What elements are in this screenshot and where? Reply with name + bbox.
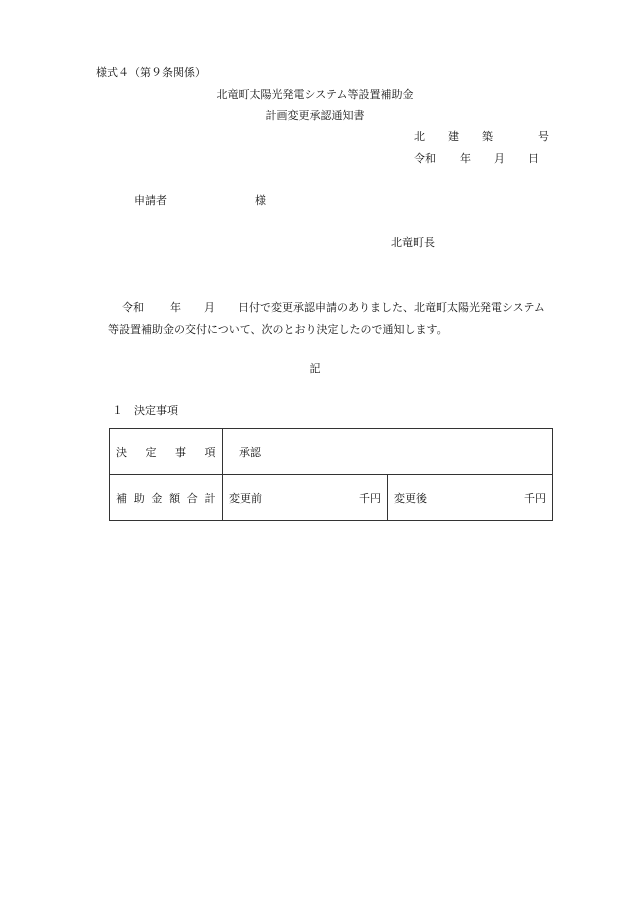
document-title-line2: 計画変更承認通知書 <box>265 109 365 122</box>
notice-body-line1 <box>108 297 578 319</box>
doc-date-year: 年 <box>460 152 471 165</box>
document-number <box>414 130 549 144</box>
body-year: 年 <box>170 301 181 314</box>
doc-date-month: 月 <box>494 152 505 165</box>
ki-heading: 記 <box>309 362 321 375</box>
doc-date-day: 日 <box>528 152 539 165</box>
decision-table <box>109 428 553 521</box>
table-row <box>110 475 553 521</box>
doc-number-part: 号 <box>538 130 549 143</box>
notice-body <box>108 297 578 341</box>
doc-date-era: 令和 <box>414 152 436 165</box>
doc-number-part: 建 <box>448 130 459 143</box>
decision-label: 決 定 事 項 <box>110 429 223 475</box>
issuer: 北竜町長 <box>391 236 435 249</box>
subsidy-total-label: 補 助 金 額 合 計 <box>110 475 223 521</box>
notice-body-line2: 等設置補助金の交付について、次のとおり決定したので通知します。 <box>108 323 448 336</box>
doc-number-part: 北 <box>414 130 425 143</box>
section-heading: １ 決定事項 <box>112 404 178 417</box>
doc-number-part: 築 <box>482 130 493 143</box>
honorific: 様 <box>255 194 266 207</box>
decision-value: 承認 <box>223 429 553 475</box>
amount-after-label: 変更後 <box>394 491 427 505</box>
document-date <box>414 152 539 166</box>
amount-after-unit: 千円 <box>524 491 546 505</box>
addressee <box>134 194 266 208</box>
amount-before-label: 変更前 <box>229 491 262 505</box>
amount-after-cell <box>388 475 553 521</box>
amount-before-unit: 千円 <box>359 491 381 505</box>
amount-before-cell <box>223 475 388 521</box>
document-title-line1: 北竜町太陽光発電システム等設置補助金 <box>216 88 414 101</box>
body-era: 令和 <box>122 301 144 314</box>
body-line1-rest: 日付で変更承認申請のありました、北竜町太陽光発電システム <box>238 301 545 314</box>
form-number: 様式４（第９条関係） <box>96 66 206 79</box>
table-row <box>110 429 553 475</box>
applicant-label: 申請者 <box>134 194 167 207</box>
body-month: 月 <box>204 301 215 314</box>
